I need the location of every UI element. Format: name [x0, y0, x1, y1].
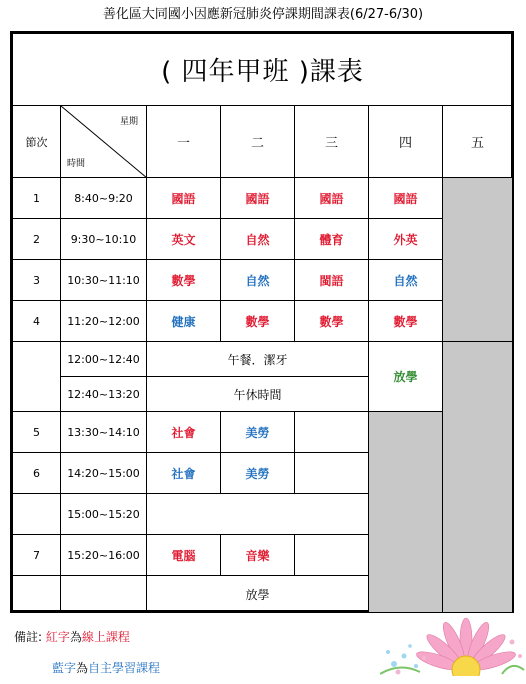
note-connector: 為	[69, 630, 82, 644]
time-label: 時間	[67, 159, 86, 169]
note-line-1	[14, 622, 160, 653]
class-cell: 國語	[295, 178, 369, 219]
thursday-unused	[369, 412, 443, 613]
class-cell: 美勞	[221, 453, 295, 494]
period-cell: 6	[13, 453, 61, 494]
class-cell: 美勞	[221, 412, 295, 453]
period-cell	[13, 576, 61, 613]
day-monday: 一	[147, 106, 221, 178]
nap-cell: 午休時間	[147, 377, 369, 412]
day-tuesday: 二	[221, 106, 295, 178]
class-cell: 閩語	[295, 260, 369, 301]
weekday-time-header	[61, 106, 147, 178]
friday-unused	[443, 178, 513, 342]
lunch-cell: 午餐．潔牙	[147, 342, 369, 377]
period-cell: 2	[13, 219, 61, 260]
period-cell: 4	[13, 301, 61, 342]
class-cell: 自然	[221, 260, 295, 301]
empty-cell	[295, 453, 369, 494]
day-thursday: 四	[369, 106, 443, 178]
time-cell: 11:20~12:00	[61, 301, 147, 342]
class-cell: 健康	[147, 301, 221, 342]
class-cell: 數學	[221, 301, 295, 342]
period-cell: 7	[13, 535, 61, 576]
class-cell: 國語	[369, 178, 443, 219]
period-header: 節次	[13, 106, 61, 178]
note-self-study-meaning: 自主學習課程	[88, 661, 161, 675]
document-title: 善化區大同國小因應新冠肺炎停課期間課表(6/27-6/30)	[102, 7, 424, 22]
class-cell: 數學	[369, 301, 443, 342]
note-blue-word: 藍字	[52, 661, 77, 675]
time-cell: 9:30~10:10	[61, 219, 147, 260]
class-cell: 數學	[147, 260, 221, 301]
class-banner: ( 四年甲班 )課表	[13, 34, 513, 106]
note-connector: 為	[76, 661, 89, 675]
note-prefix: 備註:	[14, 630, 43, 644]
notes	[14, 622, 160, 684]
class-cell: 音樂	[221, 535, 295, 576]
note-red-word: 紅字	[45, 630, 70, 644]
friday-unused	[443, 342, 513, 613]
time-cell: 14:20~15:00	[61, 453, 147, 494]
class-cell: 電腦	[147, 535, 221, 576]
timetable	[12, 33, 513, 613]
period-cell: 3	[13, 260, 61, 301]
empty-cell	[295, 535, 369, 576]
class-cell: 國語	[147, 178, 221, 219]
class-cell: 社會	[147, 453, 221, 494]
class-cell: 國語	[221, 178, 295, 219]
final-dismiss-cell: 放學	[147, 576, 369, 613]
day-friday: 五	[443, 106, 513, 178]
time-cell: 13:30~14:10	[61, 412, 147, 453]
break-cell	[147, 494, 369, 535]
weekday-label: 星期	[119, 117, 138, 127]
class-cell: 外英	[369, 219, 443, 260]
class-cell: 自然	[221, 219, 295, 260]
class-cell: 社會	[147, 412, 221, 453]
time-cell: 15:20~16:00	[61, 535, 147, 576]
time-cell: 10:30~11:10	[61, 260, 147, 301]
note-line-2	[14, 653, 160, 684]
time-cell: 12:40~13:20	[61, 377, 147, 412]
flower-decoration-icon	[380, 612, 526, 676]
class-cell: 體育	[295, 219, 369, 260]
period-cell	[13, 494, 61, 535]
time-cell: 12:00~12:40	[61, 342, 147, 377]
time-cell	[61, 576, 147, 613]
class-cell: 數學	[295, 301, 369, 342]
day-wednesday: 三	[295, 106, 369, 178]
period-cell: 1	[13, 178, 61, 219]
time-cell: 15:00~15:20	[61, 494, 147, 535]
period-cell: 5	[13, 412, 61, 453]
time-cell: 8:40~9:20	[61, 178, 147, 219]
note-online-meaning: 線上課程	[81, 630, 130, 644]
class-cell: 英文	[147, 219, 221, 260]
period-cell	[13, 342, 61, 412]
empty-cell	[295, 412, 369, 453]
class-cell: 自然	[369, 260, 443, 301]
thursday-dismiss-cell: 放學	[369, 342, 443, 412]
